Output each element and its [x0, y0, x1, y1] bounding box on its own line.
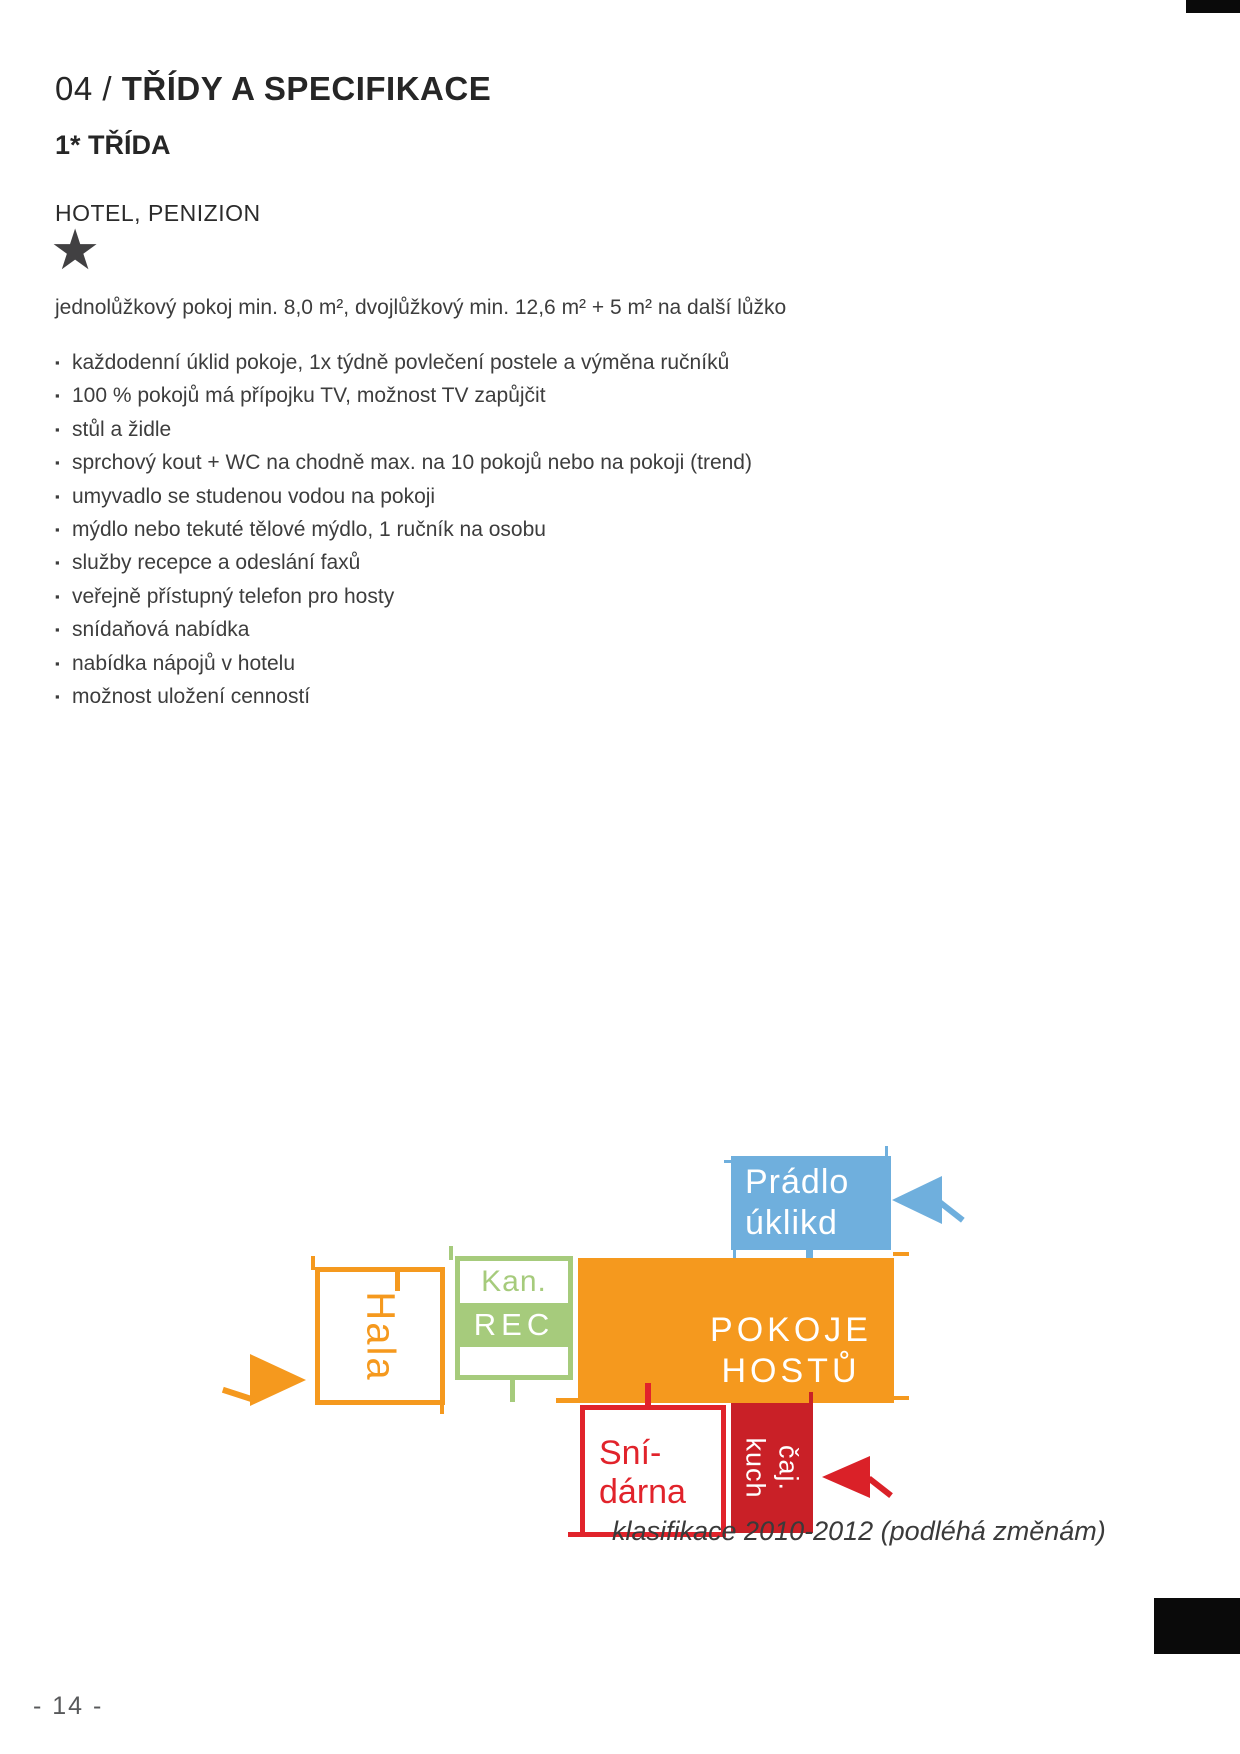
- category-heading: HOTEL, PENIZION: [55, 200, 261, 226]
- diagram-box-guest-rooms: [578, 1258, 894, 1403]
- sketch-tick: [440, 1400, 444, 1414]
- list-item: ▪ snídaňová nabídka: [55, 613, 752, 646]
- class-heading: 1* TŘÍDA: [55, 130, 171, 160]
- diagram-box-office-reception: [455, 1256, 573, 1380]
- list-item: ▪ služby recepce a odeslání faxů: [55, 546, 752, 579]
- sketch-tick: [395, 1267, 400, 1291]
- guest-rooms-label-line1: POKOJE: [710, 1311, 872, 1349]
- sketch-tick: [893, 1396, 909, 1400]
- chapter-title: TŘÍDY A SPECIFIKACE: [121, 70, 492, 107]
- room-size-requirements: jednolůžkový pokoj min. 8,0 m², dvojlůžkový min. 12,6 m² + 5 m² na další lůžko: [55, 296, 787, 319]
- page-number: - 14 -: [33, 1692, 104, 1720]
- breakfast-label-line1: Sní-: [599, 1434, 662, 1472]
- breakfast-label-line2: dárna: [599, 1473, 686, 1511]
- diagram-box-laundry: [731, 1156, 891, 1250]
- sketch-tick: [510, 1378, 515, 1402]
- list-item: ▪ každodenní úklid pokoje, 1x týdně povlečení postele a výměna ručníků: [55, 346, 752, 379]
- list-item: ▪ mýdlo nebo tekuté tělové mýdlo, 1 ručník na osobu: [55, 513, 752, 546]
- arrow-tail-red: [867, 1476, 893, 1498]
- arrow-left-red-icon: [822, 1456, 870, 1498]
- list-item: ▪ nabídka nápojů v hotelu: [55, 647, 752, 680]
- sketch-tick: [809, 1392, 813, 1406]
- sketch-tick: [311, 1256, 315, 1270]
- laundry-label-line2: úklikd: [745, 1204, 838, 1242]
- tea-kitchen-label-line1: čaj.: [773, 1444, 804, 1492]
- sketch-tick: [893, 1252, 909, 1256]
- diagram-box-hall: [315, 1267, 445, 1405]
- reception-label: REC: [460, 1303, 568, 1347]
- list-item: ▪ možnost uložení cenností: [55, 680, 752, 713]
- sketch-tick: [556, 1398, 580, 1403]
- office-label: Kan.: [481, 1265, 547, 1298]
- guest-rooms-label-line2: HOSTŮ: [721, 1352, 861, 1390]
- list-item: ▪ 100 % pokojů má přípojku TV, možnost TV zapůjčit: [55, 379, 752, 412]
- star-icon: ★: [50, 218, 101, 281]
- sketch-tick: [568, 1532, 588, 1537]
- chapter-number: 04 /: [55, 70, 122, 107]
- diagram-box-tea-kitchen: [731, 1403, 813, 1533]
- tea-kitchen-label-line2: kuch: [740, 1437, 771, 1499]
- tea-kitchen-label: [739, 1437, 805, 1498]
- laundry-label-line1: Prádlo: [745, 1163, 850, 1201]
- hall-label: Hala: [358, 1290, 403, 1382]
- diagram-caption: klasifikace 2010-2012 (podléhá změnám): [612, 1516, 1106, 1546]
- arrow-left-blue-icon: [892, 1176, 942, 1224]
- sketch-tick: [885, 1146, 888, 1162]
- sketch-tick: [449, 1246, 453, 1260]
- list-item: ▪ stůl a židle: [55, 413, 752, 446]
- list-item: ▪ sprchový kout + WC na chodně max. na 10 pokojů nebo na pokoji (trend): [55, 446, 752, 479]
- list-item: ▪ umyvadlo se studenou vodou na pokoji: [55, 480, 752, 513]
- sketch-tick: [724, 1160, 738, 1163]
- arrow-right-orange-icon: [250, 1354, 306, 1406]
- list-item: ▪ veřejně přístupný telefon pro hosty: [55, 580, 752, 613]
